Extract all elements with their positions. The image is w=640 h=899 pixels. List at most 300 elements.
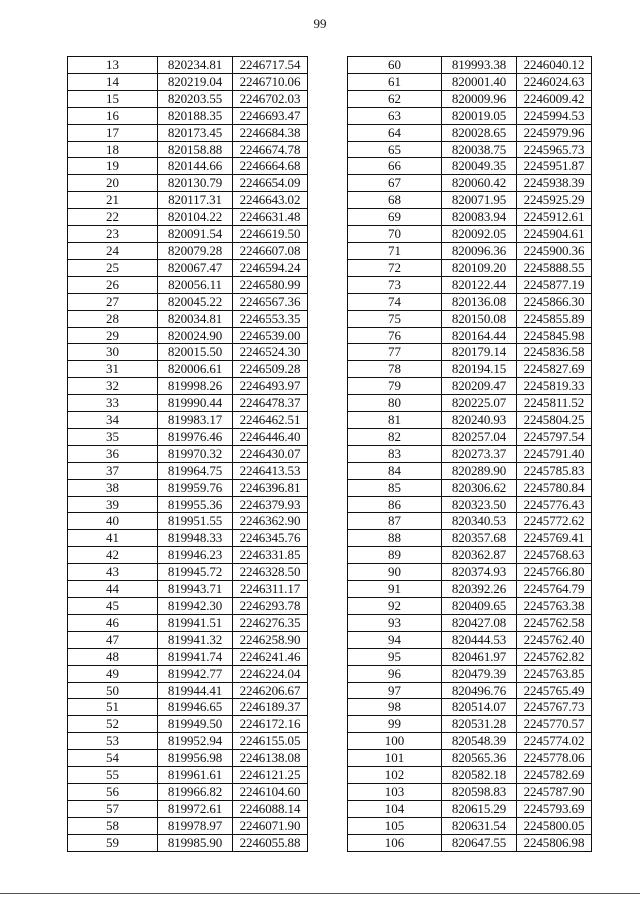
y-coordinate-cell: 2246379.93 (233, 496, 308, 513)
table-row (68, 361, 308, 378)
table-row (68, 445, 308, 462)
table-row (68, 462, 308, 479)
point-number-cell: 36 (68, 445, 158, 462)
x-coordinate-cell: 819990.44 (158, 395, 233, 412)
y-coordinate-cell: 2245836.58 (517, 344, 592, 361)
x-coordinate-cell: 819943.71 (158, 581, 233, 598)
point-number-cell: 82 (348, 428, 442, 445)
x-coordinate-cell: 820496.76 (442, 682, 517, 699)
coordinate-table-right-body (348, 57, 592, 852)
point-number-cell: 16 (68, 107, 158, 124)
table-row (68, 310, 308, 327)
x-coordinate-cell: 820079.28 (158, 242, 233, 259)
table-row (68, 124, 308, 141)
table-row (348, 817, 592, 834)
x-coordinate-cell: 820582.18 (442, 767, 517, 784)
x-coordinate-cell: 819983.17 (158, 412, 233, 429)
table-row (348, 530, 592, 547)
table-row (348, 564, 592, 581)
x-coordinate-cell: 820150.08 (442, 310, 517, 327)
table-row (68, 581, 308, 598)
x-coordinate-cell: 819961.61 (158, 767, 233, 784)
x-coordinate-cell: 820240.93 (442, 412, 517, 429)
table-row (348, 242, 592, 259)
x-coordinate-cell: 820060.42 (442, 175, 517, 192)
y-coordinate-cell: 2245765.49 (517, 682, 592, 699)
table-row (68, 479, 308, 496)
x-coordinate-cell: 820374.93 (442, 564, 517, 581)
y-coordinate-cell: 2245762.40 (517, 631, 592, 648)
point-number-cell: 48 (68, 648, 158, 665)
point-number-cell: 105 (348, 817, 442, 834)
x-coordinate-cell: 820479.39 (442, 665, 517, 682)
table-row (348, 141, 592, 158)
y-coordinate-cell: 2246024.63 (517, 73, 592, 90)
table-row (68, 496, 308, 513)
table-row (348, 107, 592, 124)
point-number-cell: 51 (68, 699, 158, 716)
y-coordinate-cell: 2246121.25 (233, 767, 308, 784)
y-coordinate-cell: 2245763.85 (517, 665, 592, 682)
point-number-cell: 91 (348, 581, 442, 598)
point-number-cell: 42 (68, 547, 158, 564)
table-row (68, 682, 308, 699)
x-coordinate-cell: 820117.31 (158, 192, 233, 209)
table-row (348, 783, 592, 800)
y-coordinate-cell: 2245951.87 (517, 158, 592, 175)
y-coordinate-cell: 2245819.33 (517, 378, 592, 395)
y-coordinate-cell: 2246138.08 (233, 750, 308, 767)
point-number-cell: 81 (348, 412, 442, 429)
point-number-cell: 21 (68, 192, 158, 209)
y-coordinate-cell: 2245780.84 (517, 479, 592, 496)
page-number: 99 (313, 16, 327, 31)
point-number-cell: 71 (348, 242, 442, 259)
x-coordinate-cell: 820565.36 (442, 750, 517, 767)
table-row (68, 259, 308, 276)
table-row (68, 614, 308, 631)
point-number-cell: 25 (68, 259, 158, 276)
y-coordinate-cell: 2245787.90 (517, 783, 592, 800)
y-coordinate-cell: 2246664.68 (233, 158, 308, 175)
table-row (68, 175, 308, 192)
point-number-cell: 73 (348, 276, 442, 293)
x-coordinate-cell: 820273.37 (442, 445, 517, 462)
y-coordinate-cell: 2245774.02 (517, 733, 592, 750)
x-coordinate-cell: 819959.76 (158, 479, 233, 496)
y-coordinate-cell: 2246345.76 (233, 530, 308, 547)
table-row (68, 716, 308, 733)
table-row (348, 716, 592, 733)
point-number-cell: 17 (68, 124, 158, 141)
x-coordinate-cell: 820340.53 (442, 513, 517, 530)
point-number-cell: 41 (68, 530, 158, 547)
y-coordinate-cell: 2245827.69 (517, 361, 592, 378)
point-number-cell: 88 (348, 530, 442, 547)
y-coordinate-cell: 2246674.78 (233, 141, 308, 158)
point-number-cell: 38 (68, 479, 158, 496)
table-row (68, 158, 308, 175)
point-number-cell: 57 (68, 800, 158, 817)
point-number-cell: 101 (348, 750, 442, 767)
point-number-cell: 56 (68, 783, 158, 800)
table-row (348, 513, 592, 530)
point-number-cell: 39 (68, 496, 158, 513)
y-coordinate-cell: 2245877.19 (517, 276, 592, 293)
x-coordinate-cell: 819972.61 (158, 800, 233, 817)
point-number-cell: 89 (348, 547, 442, 564)
y-coordinate-cell: 2246155.05 (233, 733, 308, 750)
y-coordinate-cell: 2245772.62 (517, 513, 592, 530)
y-coordinate-cell: 2245804.25 (517, 412, 592, 429)
point-number-cell: 24 (68, 242, 158, 259)
y-coordinate-cell: 2245769.41 (517, 530, 592, 547)
x-coordinate-cell: 820234.81 (158, 57, 233, 74)
table-row (348, 293, 592, 310)
table-row (348, 665, 592, 682)
table-row (348, 124, 592, 141)
x-coordinate-cell: 820357.68 (442, 530, 517, 547)
table-row (348, 598, 592, 615)
y-coordinate-cell: 2245762.82 (517, 648, 592, 665)
table-row (348, 395, 592, 412)
x-coordinate-cell: 820104.22 (158, 209, 233, 226)
table-row (348, 496, 592, 513)
table-row (348, 361, 592, 378)
y-coordinate-cell: 2246293.78 (233, 598, 308, 615)
y-coordinate-cell: 2246413.53 (233, 462, 308, 479)
point-number-cell: 53 (68, 733, 158, 750)
point-number-cell: 61 (348, 73, 442, 90)
x-coordinate-cell: 820531.28 (442, 716, 517, 733)
table-row (348, 445, 592, 462)
point-number-cell: 85 (348, 479, 442, 496)
x-coordinate-cell: 820009.96 (442, 90, 517, 107)
table-row (348, 175, 592, 192)
y-coordinate-cell: 2246710.06 (233, 73, 308, 90)
point-number-cell: 33 (68, 395, 158, 412)
table-row (68, 141, 308, 158)
y-coordinate-cell: 2246567.36 (233, 293, 308, 310)
x-coordinate-cell: 820203.55 (158, 90, 233, 107)
table-row (348, 631, 592, 648)
x-coordinate-cell: 820194.15 (442, 361, 517, 378)
point-number-cell: 70 (348, 226, 442, 243)
point-number-cell: 83 (348, 445, 442, 462)
table-row (348, 412, 592, 429)
y-coordinate-cell: 2246258.90 (233, 631, 308, 648)
point-number-cell: 30 (68, 344, 158, 361)
y-coordinate-cell: 2245800.05 (517, 817, 592, 834)
x-coordinate-cell: 820067.47 (158, 259, 233, 276)
point-number-cell: 79 (348, 378, 442, 395)
table-row (68, 631, 308, 648)
point-number-cell: 80 (348, 395, 442, 412)
table-row (68, 513, 308, 530)
x-coordinate-cell: 820427.08 (442, 614, 517, 631)
x-coordinate-cell: 820461.97 (442, 648, 517, 665)
y-coordinate-cell: 2245888.55 (517, 259, 592, 276)
y-coordinate-cell: 2246088.14 (233, 800, 308, 817)
y-coordinate-cell: 2246580.99 (233, 276, 308, 293)
point-number-cell: 67 (348, 175, 442, 192)
table-row (68, 598, 308, 615)
y-coordinate-cell: 2245782.69 (517, 767, 592, 784)
x-coordinate-cell: 820019.05 (442, 107, 517, 124)
point-number-cell: 98 (348, 699, 442, 716)
x-coordinate-cell: 820306.62 (442, 479, 517, 496)
y-coordinate-cell: 2246430.07 (233, 445, 308, 462)
table-row (348, 750, 592, 767)
table-row (68, 327, 308, 344)
table-row (348, 699, 592, 716)
y-coordinate-cell: 2246594.24 (233, 259, 308, 276)
coordinate-table-left-body (68, 57, 308, 852)
x-coordinate-cell: 820056.11 (158, 276, 233, 293)
x-coordinate-cell: 820028.65 (442, 124, 517, 141)
point-number-cell: 75 (348, 310, 442, 327)
point-number-cell: 55 (68, 767, 158, 784)
x-coordinate-cell: 820409.65 (442, 598, 517, 615)
x-coordinate-cell: 819951.55 (158, 513, 233, 530)
y-coordinate-cell: 2245785.83 (517, 462, 592, 479)
point-number-cell: 62 (348, 90, 442, 107)
x-coordinate-cell: 820024.90 (158, 327, 233, 344)
point-number-cell: 58 (68, 817, 158, 834)
x-coordinate-cell: 819946.23 (158, 547, 233, 564)
table-row (348, 90, 592, 107)
table-row (68, 242, 308, 259)
y-coordinate-cell: 2246702.03 (233, 90, 308, 107)
table-row (68, 733, 308, 750)
table-row (348, 158, 592, 175)
point-number-cell: 13 (68, 57, 158, 74)
point-number-cell: 49 (68, 665, 158, 682)
point-number-cell: 27 (68, 293, 158, 310)
table-row (68, 547, 308, 564)
point-number-cell: 102 (348, 767, 442, 784)
x-coordinate-cell: 820130.79 (158, 175, 233, 192)
y-coordinate-cell: 2245938.39 (517, 175, 592, 192)
point-number-cell: 47 (68, 631, 158, 648)
y-coordinate-cell: 2245763.38 (517, 598, 592, 615)
y-coordinate-cell: 2245768.63 (517, 547, 592, 564)
table-row (68, 395, 308, 412)
x-coordinate-cell: 820392.26 (442, 581, 517, 598)
table-row (68, 648, 308, 665)
table-row (68, 73, 308, 90)
x-coordinate-cell: 820096.36 (442, 242, 517, 259)
table-row (348, 800, 592, 817)
x-coordinate-cell: 819941.51 (158, 614, 233, 631)
point-number-cell: 35 (68, 428, 158, 445)
x-coordinate-cell: 820598.83 (442, 783, 517, 800)
y-coordinate-cell: 2245806.98 (517, 834, 592, 851)
x-coordinate-cell: 820083.94 (442, 209, 517, 226)
y-coordinate-cell: 2246071.90 (233, 817, 308, 834)
point-number-cell: 29 (68, 327, 158, 344)
x-coordinate-cell: 819946.65 (158, 699, 233, 716)
point-number-cell: 90 (348, 564, 442, 581)
x-coordinate-cell: 820444.53 (442, 631, 517, 648)
y-coordinate-cell: 2245965.73 (517, 141, 592, 158)
point-number-cell: 18 (68, 141, 158, 158)
point-number-cell: 60 (348, 57, 442, 74)
point-number-cell: 76 (348, 327, 442, 344)
table-row (68, 750, 308, 767)
y-coordinate-cell: 2245811.52 (517, 395, 592, 412)
y-coordinate-cell: 2246631.48 (233, 209, 308, 226)
point-number-cell: 100 (348, 733, 442, 750)
y-coordinate-cell: 2246241.46 (233, 648, 308, 665)
x-coordinate-cell: 819949.50 (158, 716, 233, 733)
y-coordinate-cell: 2246331.85 (233, 547, 308, 564)
point-number-cell: 68 (348, 192, 442, 209)
y-coordinate-cell: 2245766.80 (517, 564, 592, 581)
x-coordinate-cell: 819948.33 (158, 530, 233, 547)
x-coordinate-cell: 820122.44 (442, 276, 517, 293)
y-coordinate-cell: 2246362.90 (233, 513, 308, 530)
y-coordinate-cell: 2246524.30 (233, 344, 308, 361)
point-number-cell: 34 (68, 412, 158, 429)
point-number-cell: 63 (348, 107, 442, 124)
point-number-cell: 50 (68, 682, 158, 699)
table-row (68, 834, 308, 851)
x-coordinate-cell: 820647.55 (442, 834, 517, 851)
point-number-cell: 87 (348, 513, 442, 530)
point-number-cell: 59 (68, 834, 158, 851)
x-coordinate-cell: 820038.75 (442, 141, 517, 158)
table-row (348, 344, 592, 361)
table-row (348, 192, 592, 209)
table-row (348, 259, 592, 276)
table-row (68, 767, 308, 784)
x-coordinate-cell: 820188.35 (158, 107, 233, 124)
coordinate-table-left (67, 56, 308, 852)
x-coordinate-cell: 820092.05 (442, 226, 517, 243)
point-number-cell: 77 (348, 344, 442, 361)
point-number-cell: 97 (348, 682, 442, 699)
y-coordinate-cell: 2245866.30 (517, 293, 592, 310)
y-coordinate-cell: 2245900.36 (517, 242, 592, 259)
y-coordinate-cell: 2246478.37 (233, 395, 308, 412)
y-coordinate-cell: 2245855.89 (517, 310, 592, 327)
y-coordinate-cell: 2245793.69 (517, 800, 592, 817)
point-number-cell: 93 (348, 614, 442, 631)
table-row (68, 699, 308, 716)
y-coordinate-cell: 2245764.79 (517, 581, 592, 598)
x-coordinate-cell: 820071.95 (442, 192, 517, 209)
x-coordinate-cell: 819955.36 (158, 496, 233, 513)
point-number-cell: 103 (348, 783, 442, 800)
point-number-cell: 64 (348, 124, 442, 141)
y-coordinate-cell: 2246684.38 (233, 124, 308, 141)
x-coordinate-cell: 819942.30 (158, 598, 233, 615)
table-row (348, 310, 592, 327)
x-coordinate-cell: 819993.38 (442, 57, 517, 74)
table-row (68, 817, 308, 834)
x-coordinate-cell: 819956.98 (158, 750, 233, 767)
y-coordinate-cell: 2245925.29 (517, 192, 592, 209)
point-number-cell: 32 (68, 378, 158, 395)
y-coordinate-cell: 2245904.61 (517, 226, 592, 243)
coordinate-table-right (347, 56, 592, 852)
y-coordinate-cell: 2245994.53 (517, 107, 592, 124)
y-coordinate-cell: 2246009.42 (517, 90, 592, 107)
table-row (68, 412, 308, 429)
y-coordinate-cell: 2245979.96 (517, 124, 592, 141)
point-number-cell: 84 (348, 462, 442, 479)
x-coordinate-cell: 820144.66 (158, 158, 233, 175)
table-row (68, 209, 308, 226)
x-coordinate-cell: 820219.04 (158, 73, 233, 90)
x-coordinate-cell: 820289.90 (442, 462, 517, 479)
y-coordinate-cell: 2246462.51 (233, 412, 308, 429)
table-row (348, 57, 592, 74)
x-coordinate-cell: 819985.90 (158, 834, 233, 851)
table-row (348, 767, 592, 784)
y-coordinate-cell: 2246509.28 (233, 361, 308, 378)
point-number-cell: 95 (348, 648, 442, 665)
point-number-cell: 44 (68, 581, 158, 598)
table-row (348, 428, 592, 445)
y-coordinate-cell: 2245762.58 (517, 614, 592, 631)
x-coordinate-cell: 820209.47 (442, 378, 517, 395)
x-coordinate-cell: 819945.72 (158, 564, 233, 581)
point-number-cell: 14 (68, 73, 158, 90)
x-coordinate-cell: 820158.88 (158, 141, 233, 158)
x-coordinate-cell: 819944.41 (158, 682, 233, 699)
x-coordinate-cell: 820015.50 (158, 344, 233, 361)
x-coordinate-cell: 819964.75 (158, 462, 233, 479)
x-coordinate-cell: 820164.44 (442, 327, 517, 344)
x-coordinate-cell: 819970.32 (158, 445, 233, 462)
table-row (68, 428, 308, 445)
point-number-cell: 19 (68, 158, 158, 175)
table-row (348, 733, 592, 750)
table-row (68, 564, 308, 581)
point-number-cell: 52 (68, 716, 158, 733)
y-coordinate-cell: 2246539.00 (233, 327, 308, 344)
table-row (348, 209, 592, 226)
y-coordinate-cell: 2246328.50 (233, 564, 308, 581)
table-row (68, 530, 308, 547)
point-number-cell: 23 (68, 226, 158, 243)
x-coordinate-cell: 820179.14 (442, 344, 517, 361)
table-row (348, 834, 592, 851)
x-coordinate-cell: 820173.45 (158, 124, 233, 141)
table-row (348, 682, 592, 699)
point-number-cell: 96 (348, 665, 442, 682)
table-row (68, 57, 308, 74)
y-coordinate-cell: 2246446.40 (233, 428, 308, 445)
y-coordinate-cell: 2246654.09 (233, 175, 308, 192)
x-coordinate-cell: 820631.54 (442, 817, 517, 834)
y-coordinate-cell: 2246104.60 (233, 783, 308, 800)
y-coordinate-cell: 2245776.43 (517, 496, 592, 513)
x-coordinate-cell: 820615.29 (442, 800, 517, 817)
x-coordinate-cell: 820001.40 (442, 73, 517, 90)
y-coordinate-cell: 2246396.81 (233, 479, 308, 496)
point-number-cell: 78 (348, 361, 442, 378)
table-row (68, 276, 308, 293)
x-coordinate-cell: 820323.50 (442, 496, 517, 513)
point-number-cell: 69 (348, 209, 442, 226)
x-coordinate-cell: 819976.46 (158, 428, 233, 445)
y-coordinate-cell: 2246055.88 (233, 834, 308, 851)
table-row (68, 344, 308, 361)
x-coordinate-cell: 819966.82 (158, 783, 233, 800)
